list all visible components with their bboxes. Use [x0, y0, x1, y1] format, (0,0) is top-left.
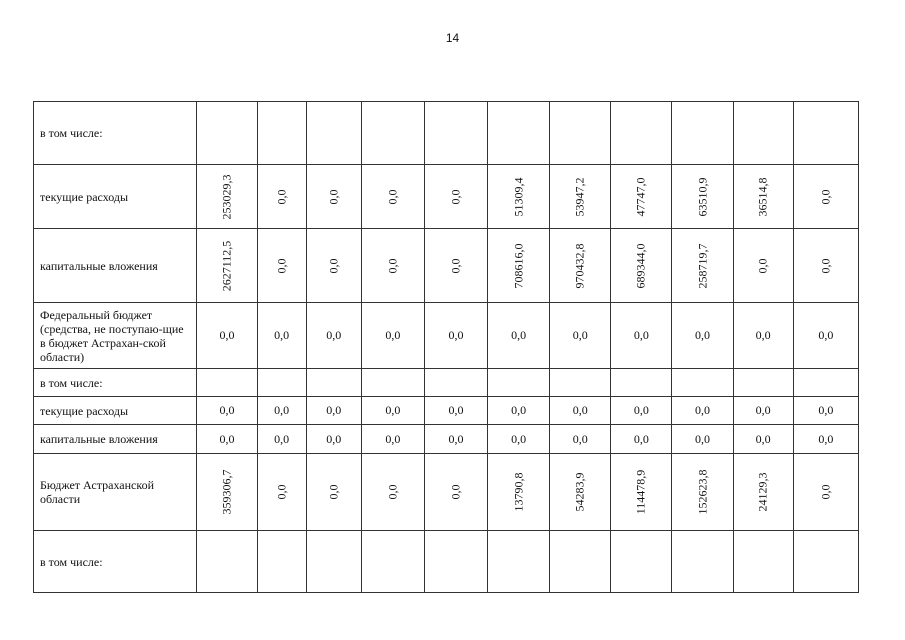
- table-cell: [672, 454, 733, 531]
- table-cell: [488, 229, 550, 303]
- cell-value: 0,0: [448, 484, 463, 500]
- table-row: [34, 165, 859, 229]
- row-label: текущие расходы: [34, 397, 197, 425]
- cell-value: 0,0: [219, 403, 235, 417]
- cell-value: 53947,2: [572, 177, 587, 216]
- cell-value: 0,0: [572, 403, 588, 417]
- table-cell: [550, 425, 611, 454]
- table-cell: [733, 369, 793, 397]
- table-row: [34, 531, 859, 593]
- table-cell: [793, 397, 858, 425]
- table-cell: [550, 397, 611, 425]
- table-cell: [361, 229, 424, 303]
- table-cell: [793, 303, 858, 369]
- cell-value: 0,0: [755, 431, 771, 446]
- cell-value: 63510,9: [695, 177, 710, 216]
- table-cell: [672, 531, 733, 593]
- cell-value: 2627112,5: [219, 240, 234, 291]
- cell-value: 152623,8: [695, 469, 710, 515]
- table-cell: [361, 454, 424, 531]
- row-label: текущие расходы: [34, 165, 197, 229]
- table-cell: [361, 397, 424, 425]
- row-label: в том числе:: [34, 531, 197, 593]
- cell-value: 0,0: [633, 431, 649, 446]
- cell-value: 0,0: [818, 431, 834, 446]
- cell-value: 0,0: [755, 328, 771, 342]
- cell-value: 0,0: [274, 328, 290, 342]
- cell-value: 0,0: [219, 431, 235, 446]
- table-cell: [257, 102, 306, 165]
- table-cell: [424, 454, 487, 531]
- cell-value: 114478,9: [633, 469, 648, 515]
- table-cell: [550, 454, 611, 531]
- cell-value: 0,0: [385, 258, 400, 273]
- table-cell: [611, 303, 672, 369]
- table-row: [34, 229, 859, 303]
- table-cell: [424, 229, 487, 303]
- table-cell: [793, 102, 858, 165]
- table-cell: [672, 369, 733, 397]
- cell-value: 0,0: [755, 258, 770, 273]
- cell-value: 0,0: [326, 328, 342, 342]
- cell-value: 0,0: [326, 189, 341, 204]
- cell-value: 0,0: [274, 258, 289, 273]
- table-cell: [424, 165, 487, 229]
- table-cell: [550, 303, 611, 369]
- cell-value: 0,0: [274, 403, 290, 417]
- table-cell: [793, 165, 858, 229]
- table-cell: [550, 229, 611, 303]
- table-cell: [488, 531, 550, 593]
- table-cell: [257, 425, 306, 454]
- table-cell: [488, 397, 550, 425]
- cell-value: 0,0: [572, 431, 588, 446]
- cell-value: 258719,7: [695, 243, 710, 288]
- table-cell: [611, 369, 672, 397]
- table-cell: [488, 425, 550, 454]
- cell-value: 359306,7: [219, 469, 234, 515]
- table-cell: [550, 531, 611, 593]
- table-cell: [257, 303, 306, 369]
- cell-value: 0,0: [818, 403, 834, 417]
- row-label: капитальные вложения: [34, 425, 197, 454]
- table-cell: [361, 165, 424, 229]
- table-cell: [733, 102, 793, 165]
- table-cell: [197, 303, 257, 369]
- table-row: [34, 369, 859, 397]
- cell-value: 0,0: [448, 328, 464, 342]
- cell-value: 0,0: [448, 189, 463, 204]
- cell-value: 0,0: [572, 328, 588, 342]
- cell-value: 0,0: [448, 431, 464, 446]
- cell-value: 0,0: [448, 403, 464, 417]
- cell-value: 0,0: [326, 403, 342, 417]
- table-cell: [672, 229, 733, 303]
- table-cell: [197, 397, 257, 425]
- table-cell: [306, 454, 361, 531]
- cell-value: 0,0: [818, 484, 833, 500]
- cell-value: 0,0: [695, 328, 711, 342]
- cell-value: 0,0: [326, 484, 341, 500]
- table-cell: [361, 102, 424, 165]
- table-cell: [672, 397, 733, 425]
- table-cell: [361, 425, 424, 454]
- table-cell: [733, 425, 793, 454]
- table-cell: [197, 229, 257, 303]
- table-cell: [197, 102, 257, 165]
- table-cell: [733, 454, 793, 531]
- table-cell: [672, 425, 733, 454]
- table-cell: [793, 454, 858, 531]
- table-cell: [733, 531, 793, 593]
- row-label: капитальные вложения: [34, 229, 197, 303]
- table-cell: [424, 369, 487, 397]
- cell-value: 0,0: [326, 258, 341, 273]
- table-cell: [306, 229, 361, 303]
- table-cell: [306, 425, 361, 454]
- table-cell: [306, 102, 361, 165]
- table-cell: [257, 454, 306, 531]
- table-cell: [257, 397, 306, 425]
- budget-table: [33, 101, 859, 593]
- table-row: [34, 454, 859, 531]
- table-cell: [488, 369, 550, 397]
- cell-value: 0,0: [326, 431, 342, 446]
- cell-value: 0,0: [274, 431, 290, 446]
- table-row: [34, 303, 859, 369]
- cell-value: 689344,0: [633, 243, 648, 288]
- table-cell: [424, 397, 487, 425]
- table-row: [34, 397, 859, 425]
- table-cell: [672, 102, 733, 165]
- table-cell: [488, 303, 550, 369]
- row-label: в том числе:: [34, 102, 197, 165]
- table-cell: [424, 102, 487, 165]
- table-cell: [197, 454, 257, 531]
- table-cell: [306, 303, 361, 369]
- cell-value: 36514,8: [755, 177, 770, 216]
- cell-value: 0,0: [385, 403, 401, 417]
- table-cell: [733, 397, 793, 425]
- cell-value: 13790,8: [511, 472, 526, 512]
- table-cell: [361, 303, 424, 369]
- cell-value: 0,0: [633, 403, 649, 417]
- table-cell: [488, 165, 550, 229]
- table-cell: [361, 369, 424, 397]
- cell-value: 0,0: [219, 328, 235, 342]
- table-cell: [257, 531, 306, 593]
- table-cell: [550, 369, 611, 397]
- table-cell: [424, 303, 487, 369]
- table-cell: [793, 425, 858, 454]
- cell-value: 0,0: [818, 328, 834, 342]
- cell-value: 0,0: [755, 403, 771, 417]
- cell-value: 54283,9: [572, 472, 587, 512]
- cell-value: 0,0: [448, 258, 463, 273]
- cell-value: 51309,4: [511, 177, 526, 216]
- cell-value: 0,0: [385, 328, 401, 342]
- table-cell: [611, 102, 672, 165]
- cell-value: 0,0: [818, 189, 833, 204]
- page-number: 14: [445, 31, 460, 45]
- table-cell: [197, 165, 257, 229]
- cell-value: 0,0: [695, 403, 711, 417]
- cell-value: 0,0: [274, 484, 289, 500]
- row-label: в том числе:: [34, 369, 197, 397]
- table-cell: [306, 397, 361, 425]
- table-cell: [424, 531, 487, 593]
- table-cell: [611, 454, 672, 531]
- table-cell: [793, 531, 858, 593]
- table-cell: [550, 102, 611, 165]
- table-cell: [306, 531, 361, 593]
- cell-value: 708616,0: [511, 243, 526, 288]
- cell-value: 0,0: [385, 484, 400, 500]
- cell-value: 0,0: [633, 328, 649, 342]
- cell-value: 0,0: [274, 189, 289, 204]
- cell-value: 0,0: [695, 431, 711, 446]
- table-cell: [361, 531, 424, 593]
- cell-value: 970432,8: [572, 243, 587, 288]
- table-cell: [257, 369, 306, 397]
- table-cell: [611, 397, 672, 425]
- table-cell: [424, 425, 487, 454]
- row-label: Федеральный бюджет (средства, не поступаю-щие в бюджет Астрахан-ской области): [34, 303, 197, 369]
- table-cell: [611, 531, 672, 593]
- cell-value: 0,0: [511, 328, 527, 342]
- cell-value: 0,0: [511, 403, 527, 417]
- table-cell: [793, 369, 858, 397]
- table-cell: [306, 369, 361, 397]
- table-cell: [550, 165, 611, 229]
- cell-value: 0,0: [385, 431, 401, 446]
- table-cell: [611, 165, 672, 229]
- cell-value: 0,0: [818, 258, 833, 273]
- table-cell: [197, 369, 257, 397]
- cell-value: 0,0: [385, 189, 400, 204]
- table-cell: [611, 229, 672, 303]
- table-cell: [733, 165, 793, 229]
- table-cell: [793, 229, 858, 303]
- table-cell: [488, 102, 550, 165]
- table-cell: [488, 454, 550, 531]
- cell-value: 47747,0: [633, 177, 648, 216]
- table-cell: [197, 531, 257, 593]
- table-cell: [306, 165, 361, 229]
- table-cell: [257, 165, 306, 229]
- table-cell: [611, 425, 672, 454]
- table-cell: [672, 303, 733, 369]
- table-cell: [672, 165, 733, 229]
- row-label: Бюджет Астраханской области: [34, 454, 197, 531]
- table-row: [34, 102, 859, 165]
- cell-value: 253029,3: [219, 174, 234, 219]
- cell-value: 0,0: [511, 431, 527, 446]
- table-cell: [257, 229, 306, 303]
- table-cell: [733, 229, 793, 303]
- cell-value: 24129,3: [755, 472, 770, 512]
- table-cell: [733, 303, 793, 369]
- table-cell: [197, 425, 257, 454]
- table-row: [34, 425, 859, 454]
